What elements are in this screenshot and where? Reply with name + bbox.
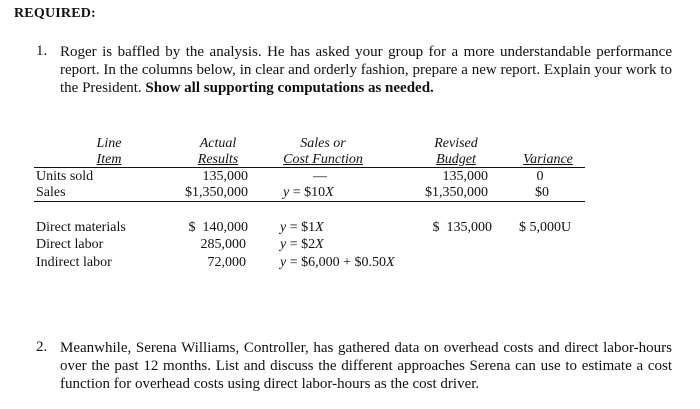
row-direct-materials-function: y = $1X	[280, 220, 324, 235]
question-1-text	[60, 43, 672, 97]
row-direct-materials-actual: $ 140,000	[188, 220, 248, 235]
header-sales-cost-1: Sales or	[300, 136, 346, 151]
header-revised-2: Budget	[436, 152, 476, 167]
row-direct-materials-revised: $ 135,000	[432, 220, 492, 235]
row-sales-revised: $1,350,000	[425, 185, 488, 200]
row-units-sold-variance: 0	[536, 169, 544, 184]
header-actual-2: Results	[197, 152, 239, 167]
question-2-text: Meanwhile, Serena Williams, Controller, has gathered data on overhead costs and direct labor-hours over the past 12 months. List and discuss the different approaches Serena can use to estimate a cost function for overhead costs using direct labor-hours as the cost driver.	[60, 340, 672, 392]
row-indirect-labor-function: y = $6,000 + $0.50X	[280, 255, 395, 270]
row-indirect-labor-item: Indirect labor	[36, 255, 112, 270]
sales-underline	[34, 201, 585, 202]
row-sales-item: Sales	[36, 185, 66, 200]
row-direct-labor-item: Direct labor	[36, 237, 104, 252]
row-sales-variance: $0	[535, 185, 549, 200]
section-heading: REQUIRED:	[14, 6, 96, 21]
header-revised-1: Revised	[434, 136, 478, 151]
header-actual-1: Actual	[199, 136, 237, 151]
row-units-sold-function: —	[313, 169, 327, 184]
question-2-number: 2.	[36, 339, 48, 355]
header-underline	[34, 167, 585, 168]
row-units-sold-item: Units sold	[36, 169, 94, 184]
header-line-item-2: Item	[96, 152, 122, 167]
header-variance	[515, 152, 581, 168]
row-units-sold-actual: 135,000	[202, 169, 248, 184]
question-1-bold: Show all supporting computations as needed.	[145, 80, 434, 96]
row-indirect-labor-actual: 72,000	[207, 255, 246, 270]
header-line-item	[84, 136, 134, 168]
row-direct-labor-actual: 285,000	[200, 237, 246, 252]
header-sales-cost-2: Cost Function	[283, 152, 363, 167]
row-direct-materials-item: Direct materials	[36, 220, 126, 235]
row-direct-materials-variance: $ 5,000U	[519, 220, 572, 235]
row-sales-actual: $1,350,000	[185, 185, 248, 200]
header-line-item-1: Line	[96, 136, 122, 151]
header-actual	[185, 136, 251, 168]
row-direct-labor-function: y = $2X	[280, 237, 324, 252]
row-units-sold-revised: 135,000	[442, 169, 488, 184]
header-sales-cost	[275, 136, 371, 168]
question-1-plain: Roger is baffled by the analysis. He has asked your group for a more understandable performance report. In the columns below, in clear and orderly fashion, prepare a new report. Explain your work to the President.	[60, 44, 672, 96]
header-revised	[423, 136, 489, 168]
header-variance-1: Variance	[523, 152, 573, 167]
question-1-number: 1.	[36, 43, 48, 59]
row-sales-function: y = $10X	[283, 185, 334, 200]
